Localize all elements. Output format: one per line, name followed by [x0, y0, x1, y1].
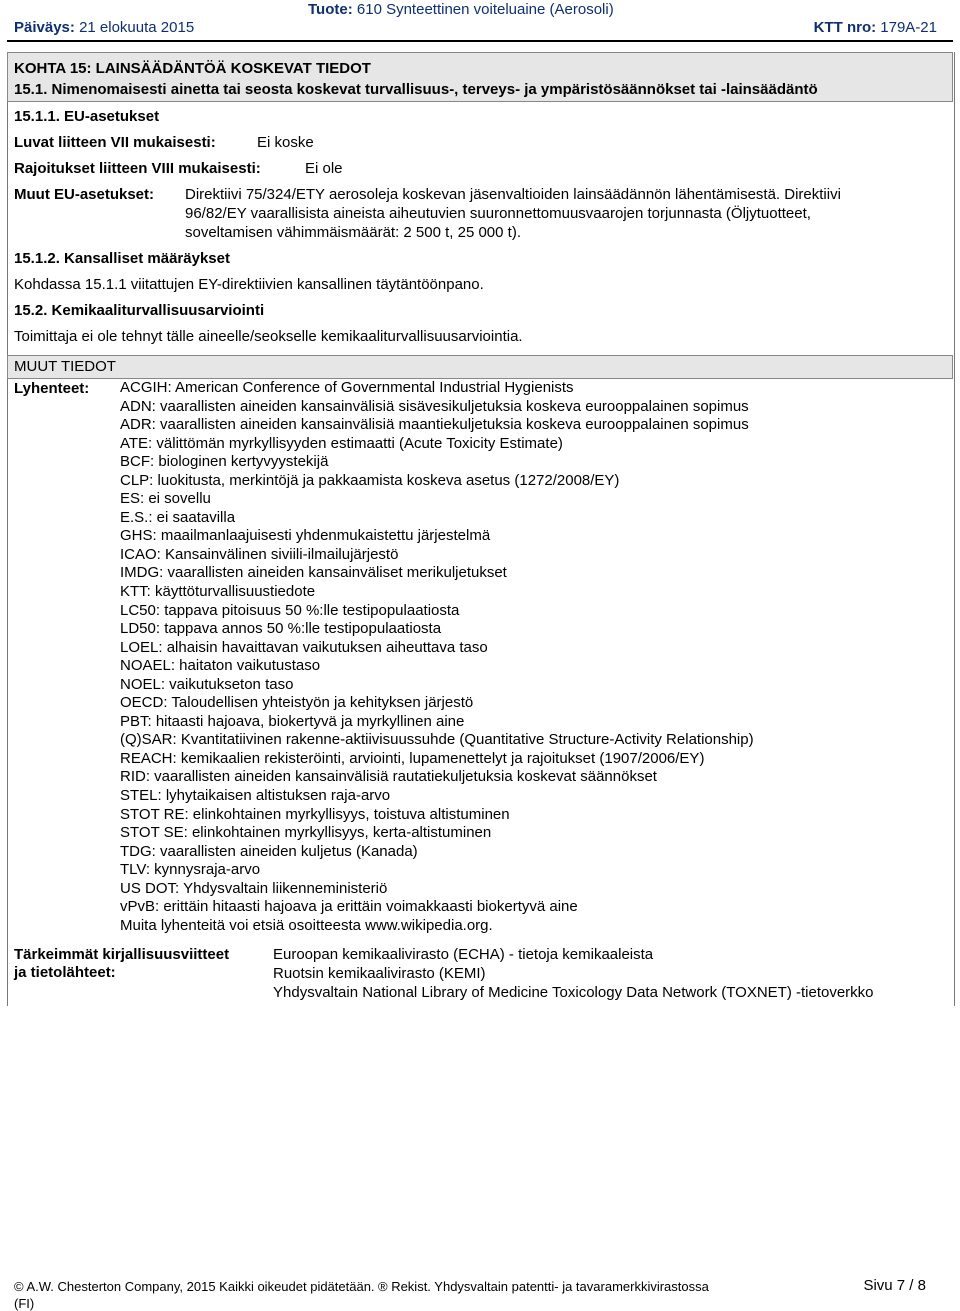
source-item: Euroopan kemikaalivirasto (ECHA) - tietoja kemikaaleista: [273, 946, 654, 963]
abbreviation-item: KTT: käyttöturvallisuustiedote: [120, 583, 316, 601]
product-header: [308, 1, 614, 18]
section15-title: KOHTA 15: LAINSÄÄDÄNTÖÄ KOSKEVAT TIEDOT: [14, 60, 371, 77]
abbreviation-item: STEL: lyhytaikaisen altistuksen raja-arvo: [120, 787, 391, 805]
header-divider: [7, 40, 953, 42]
date-value: 21 elokuuta 2015: [79, 19, 195, 36]
abbreviation-item: TLV: kynnysraja-arvo: [120, 861, 261, 879]
luvat-value: Ei koske: [257, 134, 314, 151]
abbreviations-label: Lyhenteet:: [14, 380, 90, 397]
abbreviation-item: ADN: vaarallisten aineiden kansainvälisiä sisävesikuljetuksia koskeva eurooppalainen sopimus: [120, 397, 749, 415]
abbreviation-item: IMDG: vaarallisten aineiden kansainväliset merikuljetukset: [120, 564, 507, 582]
kansalliset-text: Kohdassa 15.1.1 viitattujen EY-direktiivien kansallinen täytäntöönpano.: [14, 276, 484, 293]
muut-eu-line: Direktiivi 75/324/ETY aerosoleja koskevan jäsenvaltioiden lainsäädännön lähentämisestä. Direktiivi: [185, 186, 841, 203]
abbreviation-item: NOAEL: haitaton vaikutustaso: [120, 657, 321, 675]
abbreviation-item: ICAO: Kansainvälinen siviili-ilmailujärjestö: [120, 545, 399, 563]
muut-eu-line: 96/82/EY vaarallisista aineista aiheutuvien suuronnettomuusvaarojen torjunnasta (Öljytuotteet,: [185, 205, 811, 222]
abbreviation-item: NOEL: vaikutukseton taso: [120, 675, 294, 693]
arviointi-text: Toimittaja ei ole tehnyt tälle aineelle/seokselle kemikaaliturvallisuusarviointia.: [14, 328, 523, 345]
abbreviation-item: ACGIH: American Conference of Governmental Industrial Hygienists: [120, 379, 574, 396]
abbreviation-item: PBT: hitaasti hajoava, biokertyvä ja myrkyllinen aine: [120, 712, 465, 730]
rajoitukset-value: Ei ole: [305, 160, 343, 177]
sources-label: Tärkeimmät kirjallisuusviitteet: [14, 946, 230, 963]
subsection-15-1-2-title: 15.1.2. Kansalliset määräykset: [14, 250, 230, 267]
ktt-header: [814, 19, 937, 36]
ktt-value: 179A-21: [880, 19, 937, 36]
rajoitukset-label: Rajoitukset liitteen VIII mukaisesti:: [14, 160, 261, 177]
date-label: Päiväys:: [14, 19, 75, 36]
abbreviations-list: [120, 379, 754, 935]
product-value: 610 Synteettinen voiteluaine (Aerosoli): [356, 1, 614, 18]
abbreviation-item: Muita lyhenteitä voi etsiä osoitteesta www.wikipedia.org.: [120, 916, 493, 934]
abbreviation-item: LC50: tappava pitoisuus 50 %:lle testipopulaatiosta: [120, 601, 460, 619]
abbreviation-item: (Q)SAR: Kvantitatiivinen rakenne-aktiivisuussuhde (Quantitative Structure-Activity Relationship): [120, 731, 754, 749]
ktt-label: KTT nro:: [813, 19, 877, 36]
abbreviation-item: E.S.: ei saatavilla: [120, 508, 236, 526]
abbreviation-item: OECD: Taloudellisen yhteistyön ja kehityksen järjestö: [120, 694, 474, 712]
abbreviation-item: LOEL: alhaisin havaittavan vaikutuksen aiheuttava taso: [120, 638, 488, 656]
sources-list: [273, 945, 874, 1002]
abbreviation-item: RID: vaarallisten aineiden kansainvälisiä rautatiekuljetuksia koskevat säännökset: [120, 768, 657, 786]
abbreviation-item: GHS: maailmanlaajuisesti yhdenmukaistettu järjestelmä: [120, 527, 491, 545]
abbreviation-item: ATE: välittömän myrkyllisyyden estimaatti (Acute Toxicity Estimate): [120, 434, 563, 452]
abbreviation-item: vPvB: erittäin hitaasti hajoava ja erittäin voimakkaasti biokertyvä aine: [120, 898, 578, 916]
other-info-header-bar: [7, 355, 953, 379]
abbreviation-item: STOT SE: elinkohtainen myrkyllisyys, kerta-altistuminen: [120, 824, 492, 842]
date-header: [14, 19, 194, 36]
abbreviation-item: CLP: luokitusta, merkintöjä ja pakkaamista koskeva asetus (1272/2008/EY): [120, 471, 620, 489]
page-number: Sivu 7 / 8: [863, 1277, 926, 1294]
footer-language: (FI): [14, 1296, 35, 1311]
luvat-label: Luvat liitteen VII mukaisesti:: [14, 134, 216, 151]
other-info-title: MUUT TIEDOT: [14, 358, 116, 375]
abbreviation-item: ES: ei sovellu: [120, 490, 211, 508]
abbreviation-item: LD50: tappava annos 50 %:lle testipopulaatiosta: [120, 620, 442, 638]
abbreviation-item: ADR: vaarallisten aineiden kansainvälisiä maantiekuljetuksia koskeva eurooppalainen sopimus: [120, 416, 749, 434]
abbreviation-item: US DOT: Yhdysvaltain liikenneministeriö: [120, 879, 388, 897]
abbreviation-item: REACH: kemikaalien rekisteröinti, arviointi, lupamenettelyt ja rajoitukset (1907/2006/EY): [120, 749, 705, 767]
product-label: Tuote:: [308, 1, 353, 18]
muut-eu-label: Muut EU-asetukset:: [14, 186, 155, 203]
source-item: Yhdysvaltain National Library of Medicine Toxicology Data Network (TOXNET) -tietoverkko: [273, 984, 874, 1001]
sources-label-cont: ja tietolähteet:: [14, 964, 116, 981]
subsection-15-2-title: 15.2. Kemikaaliturvallisuusarviointi: [14, 302, 265, 319]
abbreviation-item: STOT RE: elinkohtainen myrkyllisyys, toistuva altistuminen: [120, 805, 510, 823]
source-item: Ruotsin kemikaalivirasto (KEMI): [273, 965, 486, 982]
subsection-15-1-title: 15.1. Nimenomaisesti ainetta tai seosta koskevat turvallisuus-, terveys- ja ympäristösäännökset tai -lainsäädäntö: [14, 81, 818, 98]
footer-registered: ® Rekist. Yhdysvaltain patentti- ja tavaramerkkivirastossa: [378, 1279, 709, 1294]
subsection-15-1-1-title: 15.1.1. EU-asetukset: [14, 108, 160, 125]
muut-eu-line: soveltamisen vähimmäismäärät: 2 500 t, 25 000 t).: [185, 224, 521, 241]
abbreviation-item: BCF: biologinen kertyvyystekijä: [120, 453, 329, 471]
footer-copyright: © A.W. Chesterton Company, 2015 Kaikki oikeudet pidätetään.: [14, 1279, 375, 1294]
abbreviation-item: TDG: vaarallisten aineiden kuljetus (Kanada): [120, 842, 418, 860]
